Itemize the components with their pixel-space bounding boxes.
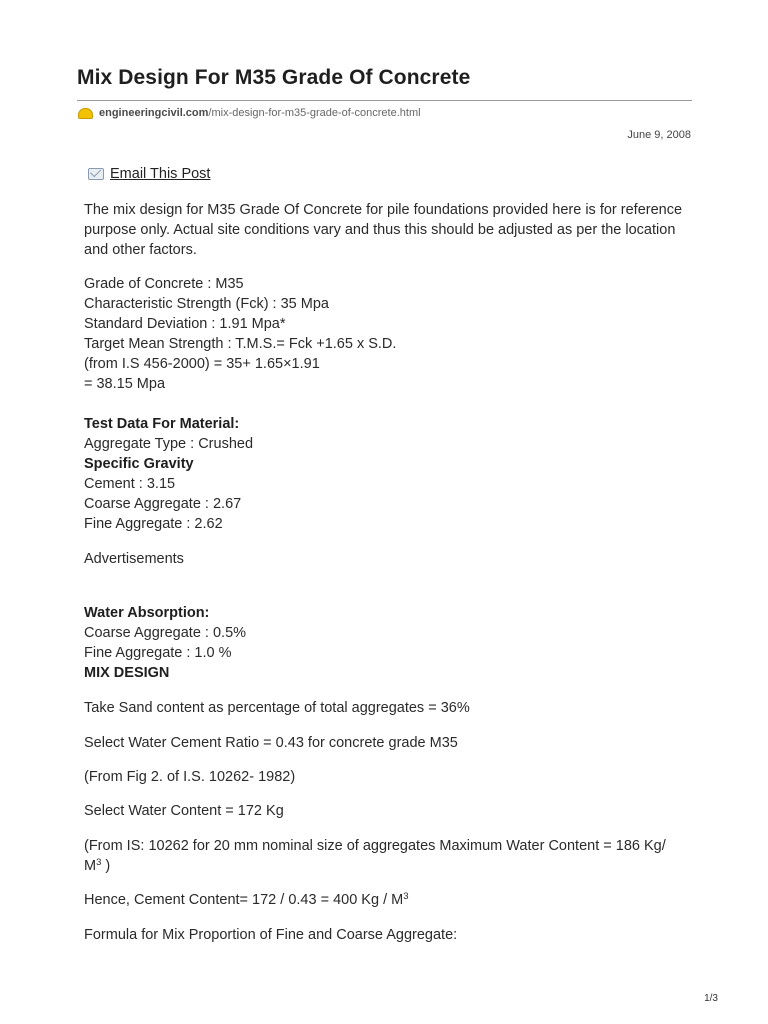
email-post-link[interactable]: Email This Post xyxy=(110,166,211,182)
source-domain: engineeringcivil.com xyxy=(99,107,209,119)
page-number: 1/3 xyxy=(704,993,718,1004)
source-url[interactable] xyxy=(78,107,421,119)
post-date: June 9, 2008 xyxy=(627,129,691,141)
email-post[interactable] xyxy=(88,166,210,182)
aggregate-type: Aggregate Type : Crushed xyxy=(84,436,254,452)
grade-line: (from I.S 456-2000) = 35+ 1.65×1.91 xyxy=(84,356,320,372)
article-body xyxy=(84,200,684,945)
sg-coarse: Coarse Aggregate : 2.67 xyxy=(84,496,242,512)
grade-line: Characteristic Strength (Fck) : 35 Mpa xyxy=(84,296,329,312)
advertisements-label: Advertisements xyxy=(84,551,184,567)
source-path: /mix-design-for-m35-grade-of-concrete.html xyxy=(208,107,421,119)
cement-sup: 3 xyxy=(403,891,409,902)
sand-content: Take Sand content as percentage of total aggregates = 36% xyxy=(84,700,470,716)
page-title: Mix Design For M35 Grade Of Concrete xyxy=(77,66,471,89)
mix-design-heading: MIX DESIGN xyxy=(84,665,170,681)
grade-line: Target Mean Strength : T.M.S.= Fck +1.65 x S.D. xyxy=(84,336,397,352)
specific-gravity-heading: Specific Gravity xyxy=(84,456,194,472)
grade-line: Grade of Concrete : M35 xyxy=(84,276,244,292)
formula-heading: Formula for Mix Proportion of Fine and Coarse Aggregate: xyxy=(84,927,458,943)
wa-coarse: Coarse Aggregate : 0.5% xyxy=(84,625,247,641)
water-content: Select Water Content = 172 Kg xyxy=(84,803,284,819)
water-content-reference xyxy=(84,836,684,876)
cement-text: Hence, Cement Content= 172 / 0.43 = 400 Kg / M xyxy=(84,892,404,908)
grade-line: Standard Deviation : 1.91 Mpa* xyxy=(84,316,286,332)
grade-line: = 38.15 Mpa xyxy=(84,376,166,392)
test-data-heading: Test Data For Material: xyxy=(84,416,240,432)
intro-paragraph: The mix design for M35 Grade Of Concrete for pile foundations provided here is for reference purpose only. Actual site conditions vary and thus this should be adjusted as per the location and other factors. xyxy=(84,202,683,258)
water-ref-text: (From IS: 10262 for 20 mm nominal size of aggregates Maximum Water Content = 186 Kg/ M xyxy=(84,838,666,874)
water-ref-sup: 3 xyxy=(96,857,102,868)
cement-content xyxy=(84,890,684,910)
water-cement-ratio: Select Water Cement Ratio = 0.43 for concrete grade M35 xyxy=(84,735,458,751)
fig-reference: (From Fig 2. of I.S. 10262- 1982) xyxy=(84,769,296,785)
bulb-icon xyxy=(78,108,93,119)
wa-fine: Fine Aggregate : 1.0 % xyxy=(84,645,232,661)
envelope-icon xyxy=(88,168,104,180)
title-divider xyxy=(77,100,692,101)
sg-cement: Cement : 3.15 xyxy=(84,476,176,492)
water-absorption-heading: Water Absorption: xyxy=(84,605,210,621)
sg-fine: Fine Aggregate : 2.62 xyxy=(84,516,223,532)
water-ref-end: ) xyxy=(101,858,111,874)
